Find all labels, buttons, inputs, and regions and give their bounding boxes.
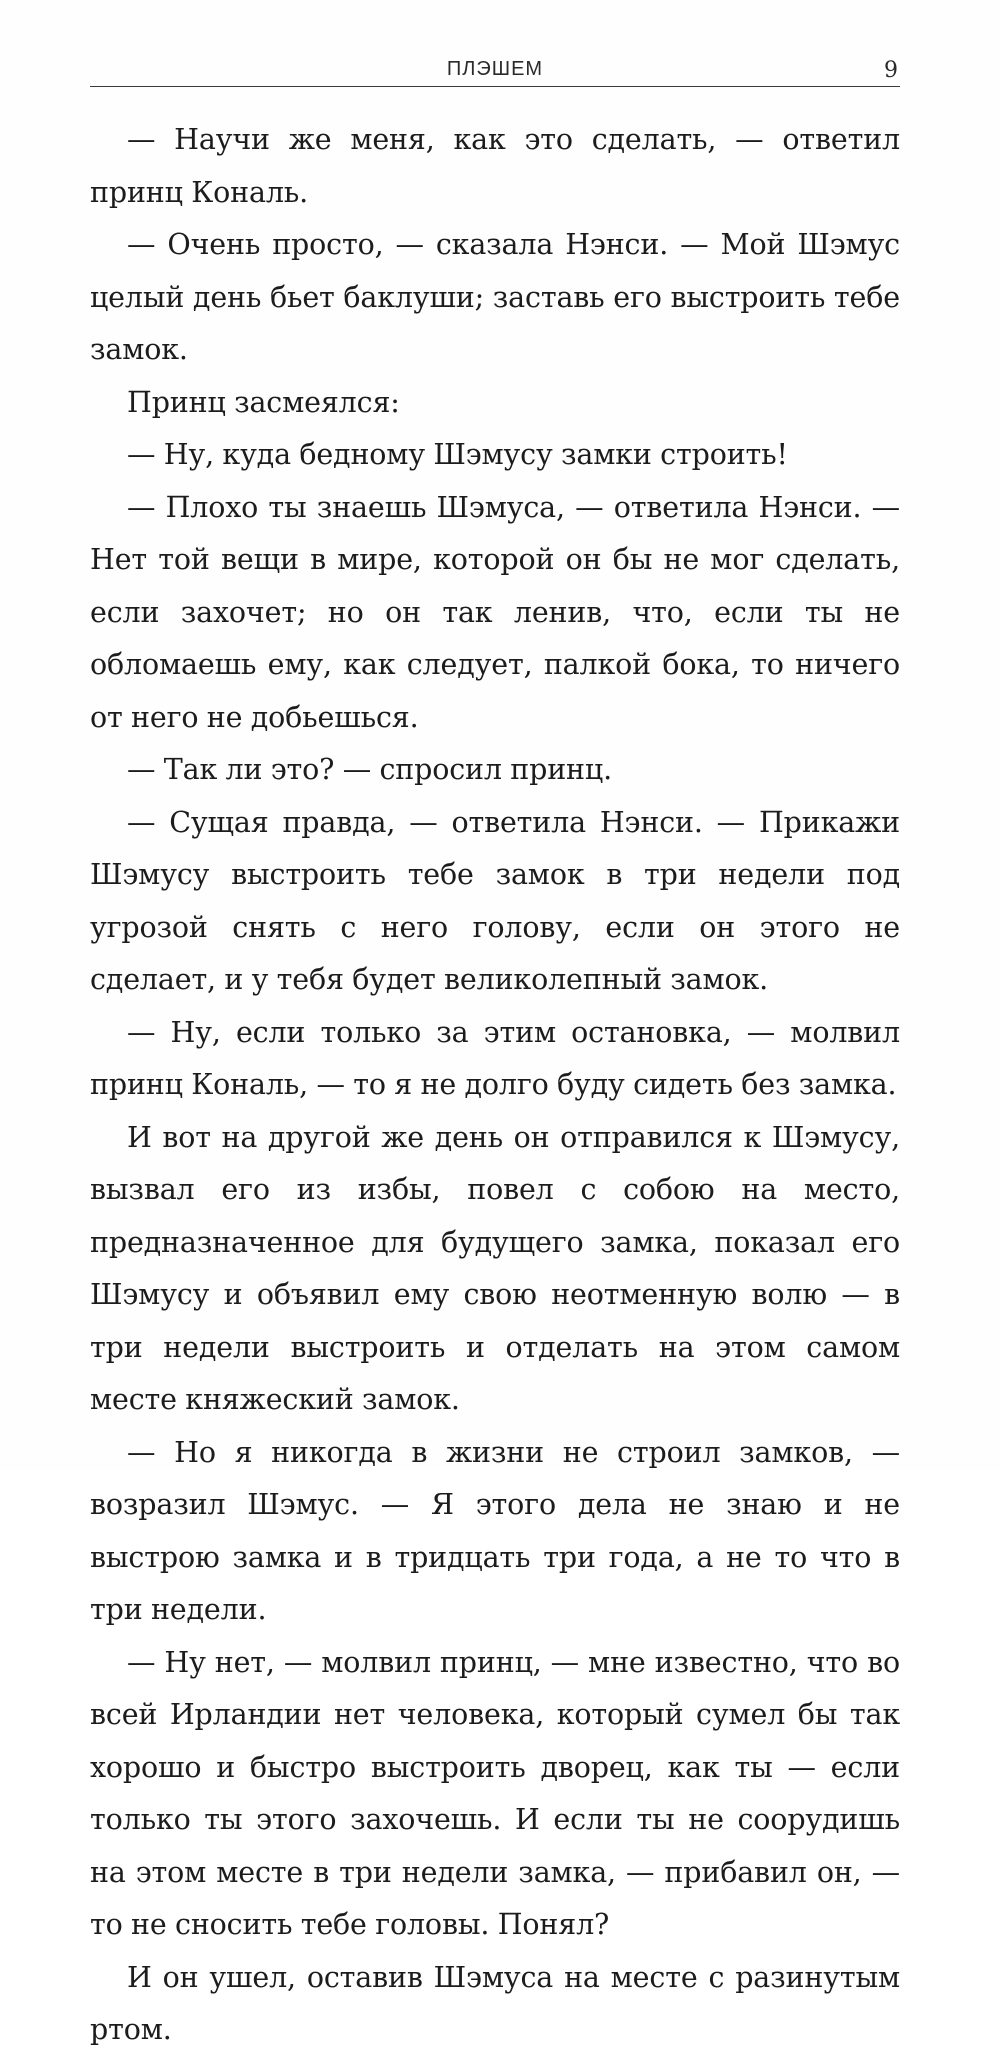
paragraph: — Ну нет, — молвил принц, — мне известно, что во всей Ирландии нет человека, который сумел бы так хорошо и быстро выстроить дворец, как ты — если только ты этого захочешь. И если ты не соорудишь на этом месте в три недели замка, — прибавил он, — то не сносить тебе головы. Понял?	[90, 1645, 900, 1941]
paragraph: — Очень просто, — сказала Нэнси. — Мой Шэмус целый день бьет баклуши; заставь его выстроить тебе замок.	[90, 228, 900, 366]
paragraph: И вот на другой же день он отправился к Шэмусу, вызвал его из избы, повел с собою на место, предназначенное для будущего замка, показал его Шэмусу и объявил ему свою неотменную волю — в три недели выстроить и отделать на этом самом месте княжеский замок.	[90, 1120, 900, 1416]
page-number: 9	[884, 58, 898, 83]
paragraph: — Так ли это? — спросил принц.	[127, 753, 612, 786]
paragraph: Принц засмеялся:	[127, 385, 400, 419]
paragraph: — Научи же меня, как это сделать, — ответил принц Кональ.	[90, 123, 900, 209]
paragraph: — Сущая правда, — ответила Нэнси. — Прикажи Шэмусу выстроить тебе замок в три недели под угрозой снять с него голову, если он этого не сделает, и у тебя будет великолепный замок.	[90, 805, 900, 996]
paragraph: — Ну, куда бедному Шэмусу замки строить!	[127, 438, 788, 471]
running-title: ПЛЭШЕМ	[446, 58, 544, 80]
body-text	[90, 114, 900, 2057]
paragraph: И он ушел, оставив Шэмуса на месте с разинутым ртом.	[90, 1960, 900, 2046]
paragraph: — Но я никогда в жизни не строил замков, — возразил Шэмус. — Я этого дела не знаю и не выстрою замка и в тридцать три года, а не то что в три недели.	[90, 1435, 900, 1626]
paragraph: — Плохо ты знаешь Шэмуса, — ответила Нэнси. — Нет той вещи в мире, которой он бы не мог сделать, если захочет; но он так ленив, что, если ты не обломаешь ему, как следует, палкой бока, то ничего от него не добьешься.	[90, 490, 900, 734]
running-head	[90, 58, 900, 86]
paragraph: — Ну, если только за этим остановка, — молвил принц Кональ, — то я не долго буду сидеть без замка.	[90, 1015, 900, 1101]
header-rule	[90, 86, 900, 87]
